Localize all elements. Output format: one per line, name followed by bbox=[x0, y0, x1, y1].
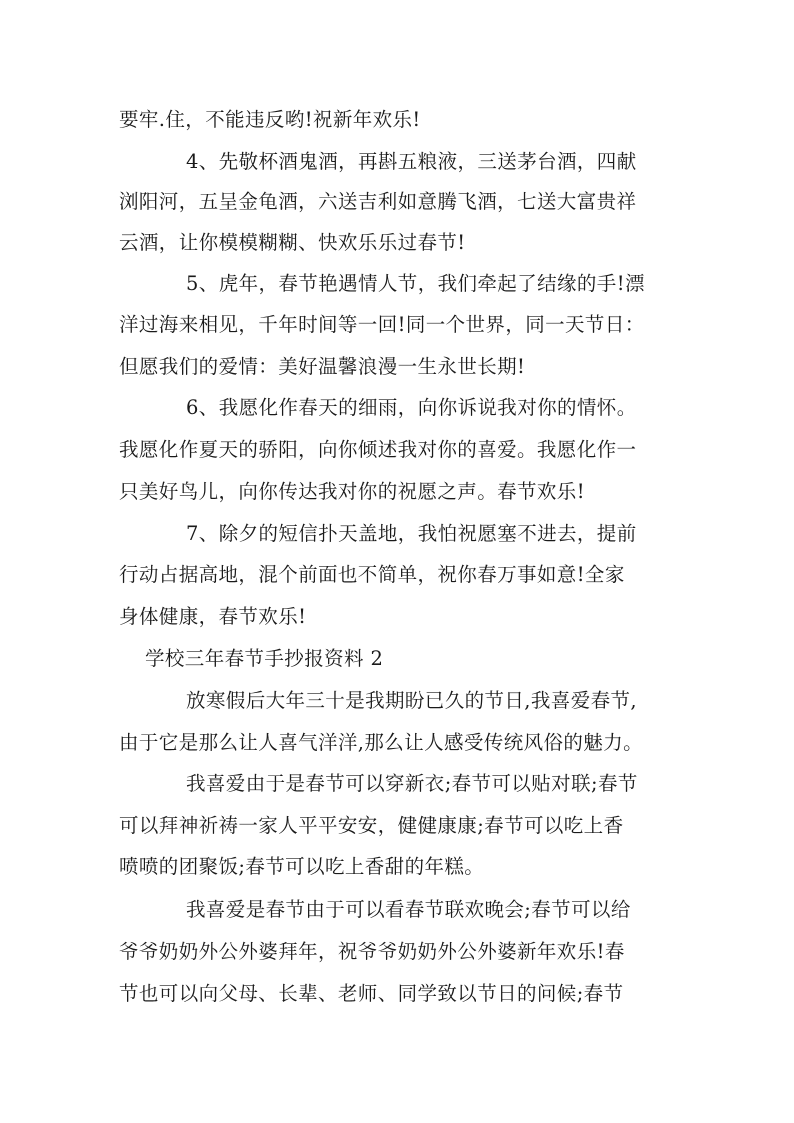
text-line-19: 喷喷的团聚饭;春节可以吃上香甜的年糕。 bbox=[119, 855, 485, 878]
text-line-18: 可以拜神祈祷一家人平平安安，健健康康;春节可以吃上香 bbox=[119, 814, 624, 837]
text-line-5: 5、虎年，春节艳遇情人节，我们牵起了结缘的手!漂 bbox=[186, 272, 645, 295]
text-line-3: 浏阳河，五呈金龟酒，六送吉利如意腾飞酒，七送大富贵祥 bbox=[119, 190, 637, 213]
text-line-11: 7、除夕的短信扑天盖地，我怕祝愿塞不进去，提前 bbox=[186, 522, 637, 545]
section-heading: 学校三年春节手抄报资料 2 bbox=[145, 647, 384, 670]
text-line-1: 要牢.住，不能违反哟!祝新年欢乐! bbox=[119, 108, 421, 131]
text-line-22: 节也可以向父母、长辈、老师、同学致以节日的问候;春节 bbox=[119, 982, 624, 1005]
text-line-2: 4、先敬杯酒鬼酒，再斟五粮液，三送茅台酒，四献 bbox=[186, 150, 637, 173]
text-line-9: 我愿化作夏天的骄阳，向你倾述我对你的喜爱。我愿化作一 bbox=[119, 438, 637, 461]
text-line-4: 云酒，让你模模糊糊、快欢乐乐过春节! bbox=[119, 231, 466, 254]
text-line-10: 只美好鸟儿，向你传达我对你的祝愿之声。春节欢乐! bbox=[119, 480, 585, 503]
text-line-7: 但愿我们的爱情：美好温馨浪漫一生永世长期! bbox=[119, 355, 526, 378]
text-line-12: 行动占据高地，混个前面也不简单，祝你春万事如意!全家 bbox=[119, 563, 625, 586]
text-line-6: 洋过海来相见，千年时间等一回!同一个世界，同一天节日： bbox=[119, 313, 645, 336]
text-line-15: 放寒假后大年三十是我期盼已久的节日,我喜爱春节, bbox=[186, 689, 637, 712]
text-line-21: 爷爷奶奶外公外婆拜年，祝爷爷奶奶外公外婆新年欢乐!春 bbox=[119, 940, 625, 963]
text-line-17: 我喜爱由于是春节可以穿新衣;春节可以贴对联;春节 bbox=[186, 772, 638, 795]
text-line-8: 6、我愿化作春天的细雨，向你诉说我对你的情怀。 bbox=[186, 396, 637, 419]
text-line-13: 身体健康，春节欢乐! bbox=[119, 605, 307, 628]
text-line-16: 由于它是那么让人喜气洋洋,那么让人感受传统风俗的魅力。 bbox=[119, 731, 643, 754]
text-line-20: 我喜爱是春节由于可以看春节联欢晚会;春节可以给 bbox=[186, 898, 631, 921]
